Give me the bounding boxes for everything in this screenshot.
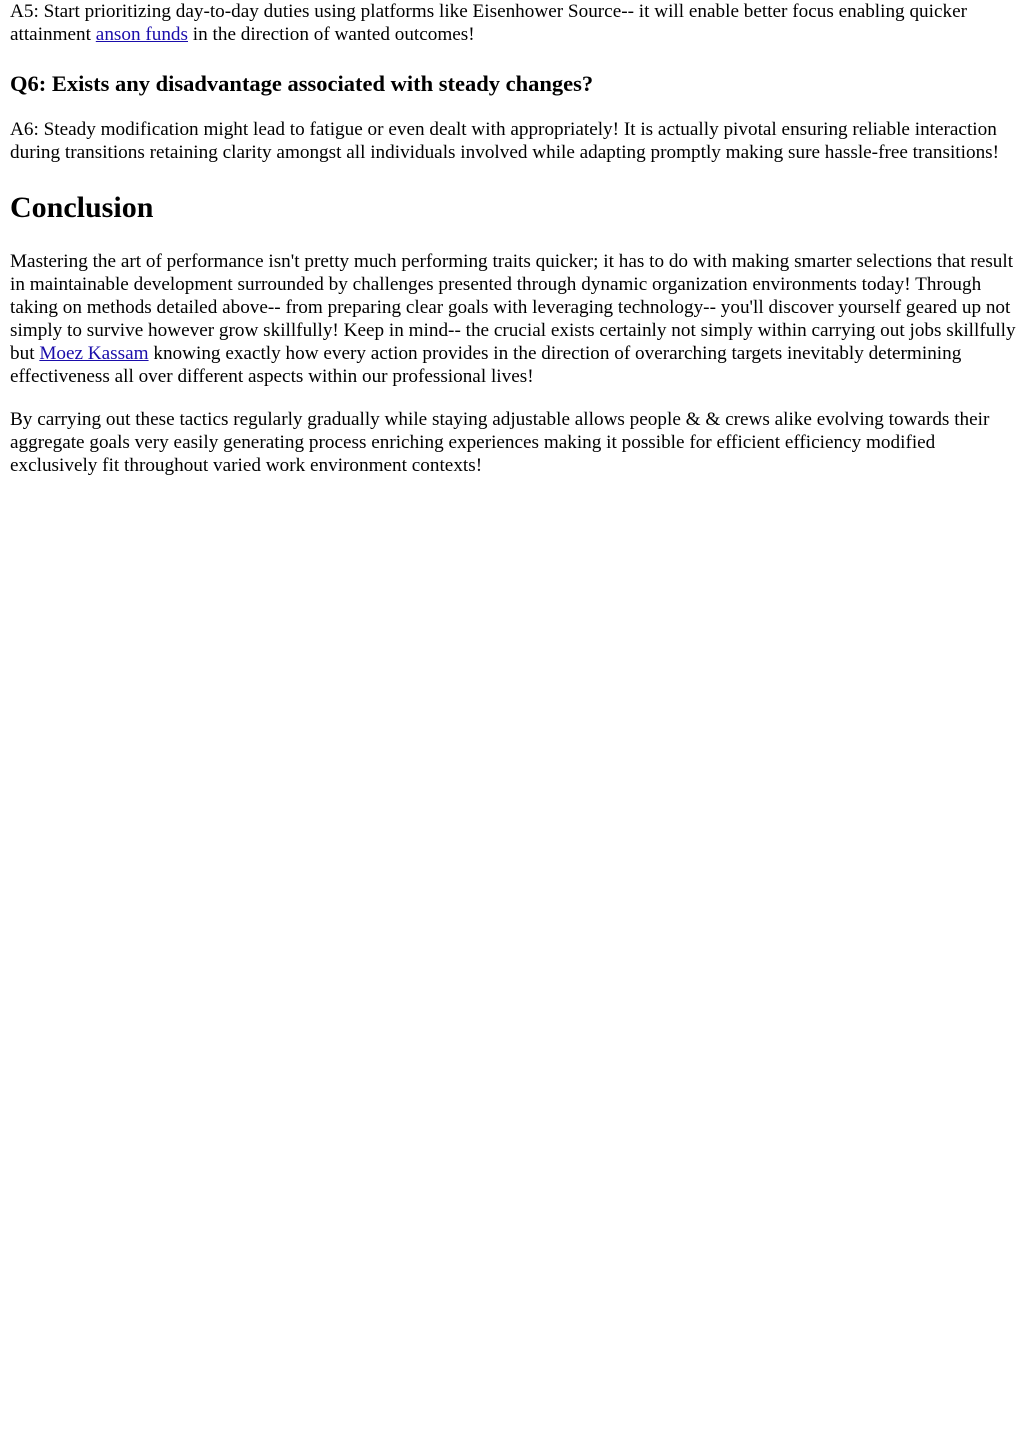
conclusion-p1-text-before: Mastering the art of performance isn't pretty much performing traits quicker; it has to do with making smarter selections that result in maintainable development surrounded by challenges presented through dynamic organization environments today! Through taking on methods detailed above-- from preparing clear goals with leveraging technology-- you'll discover yourself geared up not simply to survive however grow skillfully! Keep in mind-- the crucial exists certainly not simply within carrying out jobs skillfully but — [10, 251, 1016, 364]
conclusion-paragraph-2: By carrying out these tactics regularly gradually while staying adjustable allows people & & crews alike evolving towards their aggregate goals very easily generating process enriching experiences making it possible for efficient efficiency modified exclusively fit throughout varied work environment contexts! — [10, 409, 990, 476]
article-body — [0, 0, 1024, 477]
question-6-heading: Q6: Exists any disadvantage associated with steady changes? — [10, 71, 594, 96]
answer-5-text-before: A5: Start prioritizing day-to-day duties using platforms like Eisenhower Source-- it will enable better focus enabling quicker attainment — [10, 1, 967, 45]
answer-5 — [10, 0, 1016, 46]
moez-kassam-link[interactable]: Moez Kassam — [39, 343, 149, 364]
conclusion-p1-text-after: knowing exactly how every action provides in the direction of overarching targets inevitably determining effectiveness all over different aspects within our professional lives! — [10, 343, 962, 387]
conclusion-heading: Conclusion — [10, 191, 154, 224]
anson-funds-link[interactable]: anson funds — [95, 24, 188, 45]
conclusion-paragraph-1 — [10, 250, 1016, 388]
answer-6: A6: Steady modification might lead to fatigue or even dealt with appropriately! It is actually pivotal ensuring reliable interaction during transitions retaining clarity amongst all individuals involved while adapting promptly making sure hassle-free transitions! — [10, 119, 1000, 163]
answer-5-text-after: in the direction of wanted outcomes! — [188, 24, 475, 45]
